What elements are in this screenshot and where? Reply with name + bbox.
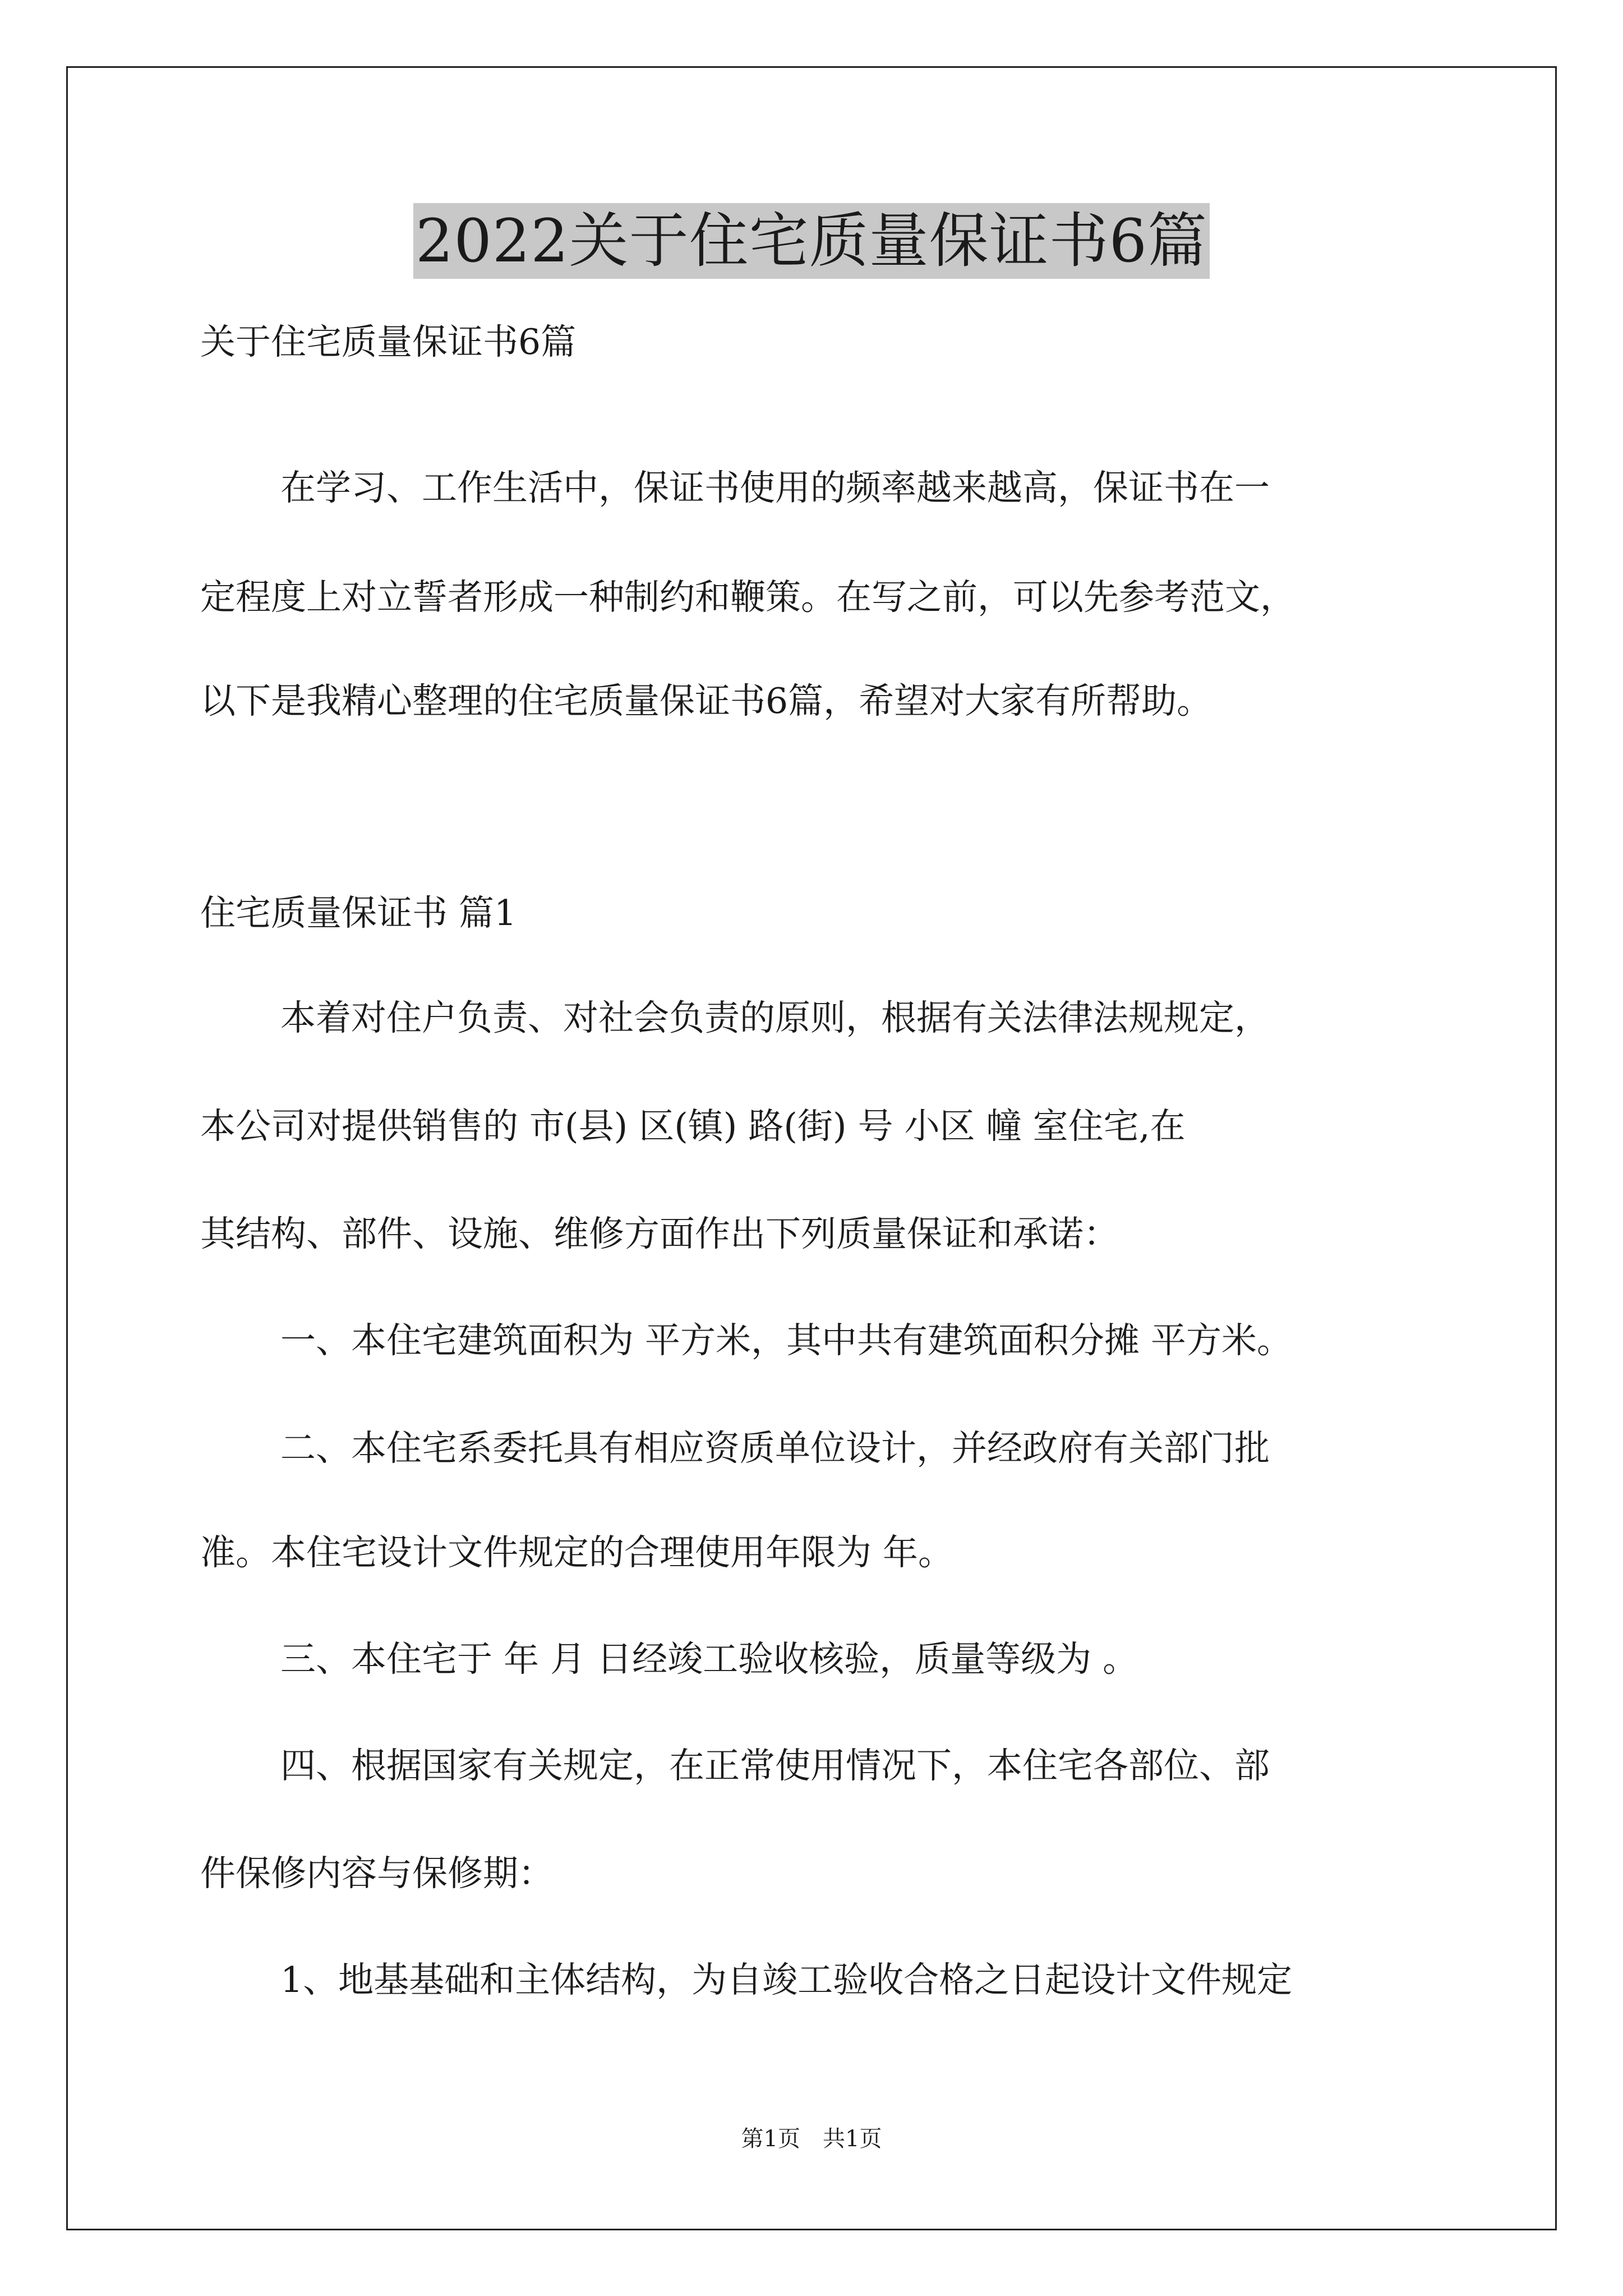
page-footer: 第1页 共1页 bbox=[741, 2126, 882, 2152]
paragraph-line: 一、本住宅建筑面积为 平方米，其中共有建筑面积分摊 平方米。 bbox=[280, 1320, 1293, 1361]
intro-line-1: 在学习、工作生活中，保证书使用的频率越来越高，保证书在一 bbox=[280, 467, 1270, 508]
paragraph-line: 本着对住户负责、对社会负责的原则，根据有关法律法规规定， bbox=[280, 997, 1270, 1038]
paragraph-line: 其结构、部件、设施、维修方面作出下列质量保证和承诺： bbox=[200, 1213, 1119, 1254]
document-title bbox=[0, 202, 1623, 280]
paragraph-line: 三、本住宅于 年 月 日经竣工验收核验，质量等级为 。 bbox=[280, 1639, 1138, 1680]
paragraph-line: 件保修内容与保修期： bbox=[200, 1853, 554, 1894]
intro-line-2: 定程度上对立誓者形成一种制约和鞭策。在写之前，可以先参考范文， bbox=[200, 577, 1295, 618]
paragraph-line: 准。本住宅设计文件规定的合理使用年限为 年。 bbox=[200, 1532, 954, 1573]
intro-line-3: 以下是我精心整理的住宅质量保证书6篇，希望对大家有所帮助。 bbox=[200, 680, 1212, 721]
paragraph-line: 二、本住宅系委托具有相应资质单位设计，并经政府有关部门批 bbox=[280, 1428, 1270, 1469]
subtitle: 关于住宅质量保证书6篇 bbox=[200, 321, 577, 362]
document-title-text: 2022关于住宅质量保证书6篇 bbox=[413, 203, 1210, 279]
paragraph-line: 1、地基基础和主体结构，为自竣工验收合格之日起设计文件规定 bbox=[280, 1959, 1293, 2000]
paragraph-line: 本公司对提供销售的 市(县) 区(镇) 路(街) 号 小区 幢 室住宅,在 bbox=[200, 1106, 1186, 1147]
section-heading: 住宅质量保证书 篇1 bbox=[200, 892, 517, 933]
paragraph-line: 四、根据国家有关规定，在正常使用情况下，本住宅各部位、部 bbox=[280, 1745, 1270, 1786]
